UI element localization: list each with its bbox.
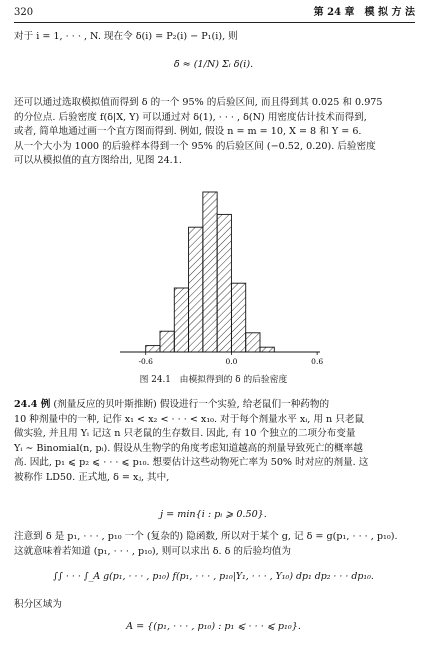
histogram-bar: [217, 214, 231, 352]
paragraph-line: 从一个大小为 1000 的后验样本得到一个 95% 的后验区间 (−0.52, 0.20). 后验密度: [14, 140, 376, 152]
x-tick-label: 0.0: [225, 357, 238, 366]
equation-ld50: j = min{i : pᵢ ⩾ 0.50}.: [160, 509, 267, 520]
example-subtitle: (剂量反应的贝叶斯推断): [53, 399, 157, 410]
histogram-bar: [246, 333, 260, 352]
page-number: 320: [14, 7, 34, 18]
example-line: 被称作 LD50. 正式地, δ = xⱼ, 其中,: [14, 471, 170, 483]
example-line: 做实验, 并且用 Yᵢ 记这 n 只老鼠的生存数目. 因此, 有 10 个独立的二项分布变量: [14, 428, 356, 439]
figure-caption: 图 24.1 由模拟得到的 δ 的后验密度: [139, 375, 288, 385]
integration-region-label: 积分区域为: [14, 599, 62, 610]
example-line: 高. 因此, p₁ ⩽ p₂ ⩽ · · · ⩽ p₁₀. 想要估计这些动物死亡率为 50% 时对应的剂量. 这: [14, 457, 369, 468]
histogram-bar: [160, 331, 174, 352]
example-line: 10 种剂量中的一种, 记作 x₁ < x₂ < · · · < x₁₀. 对于每个剂量水平 xᵢ, 用 n 只老鼠: [14, 413, 365, 425]
example-first-line: [14, 398, 415, 413]
histogram-bar: [174, 288, 188, 352]
histogram-bar: [189, 227, 203, 352]
intro-line: 对于 i = 1, · · · , N. 现在令 δ(i) = P₂(i) − P₁(i), 则: [14, 31, 238, 42]
paragraph-line: 或者, 简单地通过画一个直方图而得到. 例如, 假设 n = m = 10, X = 8 和 Y = 6.: [14, 126, 362, 137]
histogram-bar: [231, 283, 245, 352]
x-tick-label: 0.6: [311, 357, 324, 366]
example-24-4: [14, 398, 415, 485]
equation-posterior-mean: ∫∫ · · · ∫_A g(p₁, · · · , p₁₀) f(p₁, · · · , p₁₀|Y₁, · · · , Y₁₀) dp₁ dp₂ · · · dp₁₀.: [53, 571, 374, 582]
page-header: [14, 6, 415, 22]
paragraph-implicit-function: [14, 530, 415, 559]
paragraph-posterior: [14, 96, 415, 169]
paragraph-line: 这就意味着若知道 (p₁, · · · , p₁₀), 则可以求出 δ. δ 的后验均值为: [14, 545, 291, 557]
example-line: 假设进行一个实验, 给老鼠们一种药物的: [159, 399, 330, 410]
chapter-title: 第 24 章 模 拟 方 法: [313, 7, 415, 18]
example-title: 24.4 例: [14, 399, 51, 410]
x-tick-label: -0.6: [138, 357, 153, 366]
paragraph-line: 的分位点. 后验密度 f(δ|X, Y) 可以通过对 δ(1), · · · , δ(N) 用密度估计技术而得到,: [14, 111, 367, 123]
header-rule: [14, 22, 415, 23]
histogram-bar: [260, 347, 274, 352]
equation-region-a: A = {(p₁, · · · , p₁₀) : p₁ ⩽ · · · ⩽ p₁₀}.: [126, 621, 301, 632]
equation-delta-mean: δ̄ ≈ (1/N) Σᵢ δ(i).: [173, 59, 254, 70]
histogram-figure: [120, 182, 324, 368]
histogram-bar: [203, 192, 217, 352]
paragraph-line: 注意到 δ 是 p₁, · · · , p₁₀ 一个 (复杂的) 隐函数, 所以对于某个 g, 记 δ = g(p₁, · · · , p₁₀).: [14, 531, 398, 542]
example-line: Yᵢ ∼ Binomial(n, pᵢ). 假设从生物学的角度考虑知道越高的剂量导致死亡的概率越: [14, 442, 363, 454]
paragraph-line: 还可以通过选取模拟值而得到 δ 的一个 95% 的后验区间, 而且得到其 0.025 和 0.975: [14, 97, 383, 108]
histogram-bar: [146, 346, 160, 352]
paragraph-line: 可以从模拟值的直方图给出, 见图 24.1.: [14, 155, 182, 166]
